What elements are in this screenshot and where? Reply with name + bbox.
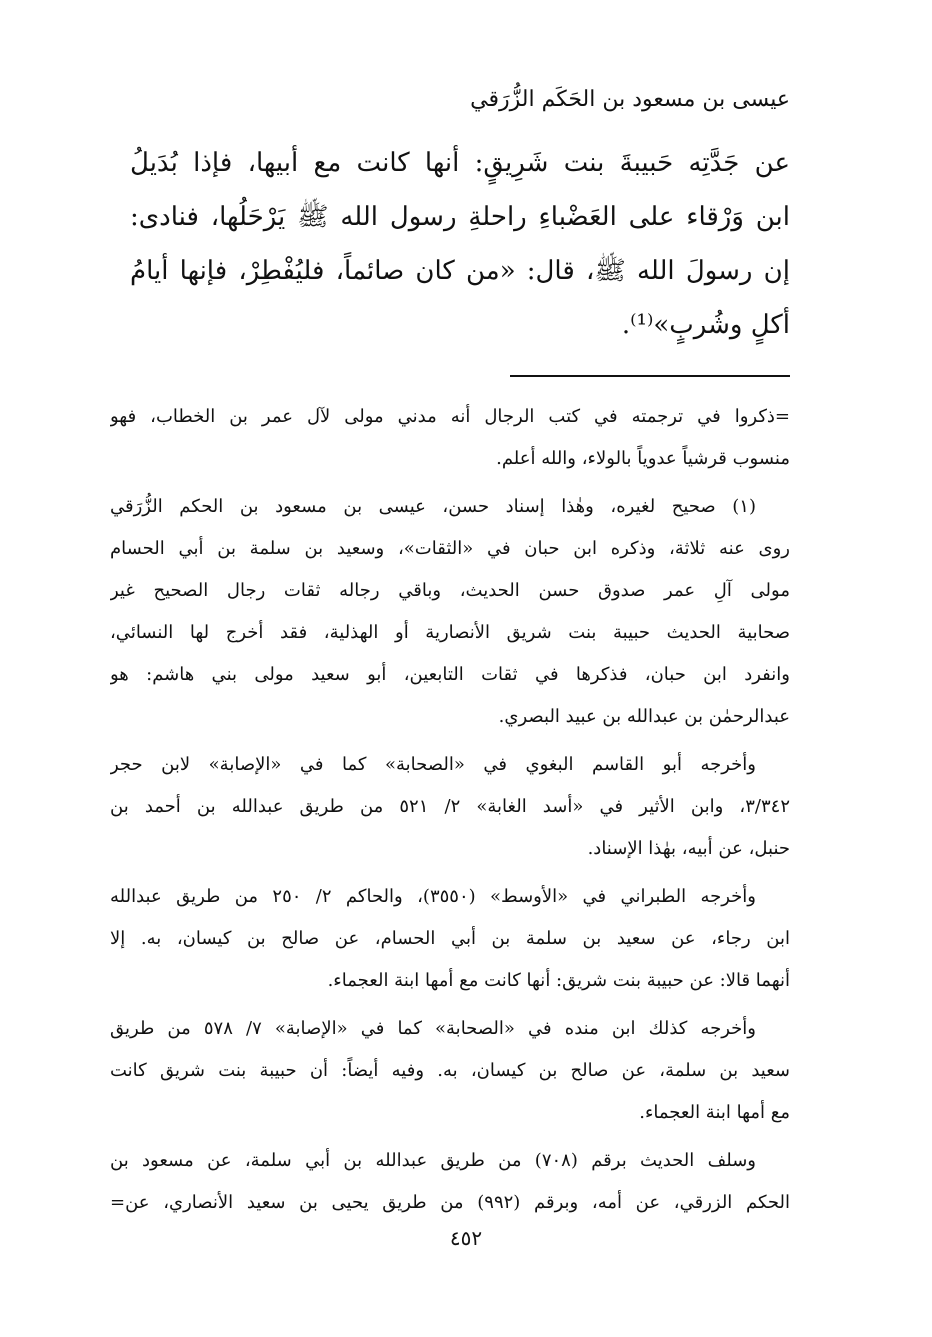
footnote-line: صحابية الحديث حبيبة بنت شريق الأنصارية أو الهذلية، فقد أخرج لها النسائي، (110, 622, 790, 643)
hadith-line: أكلٍ وشُربٍ»⁽¹⁾. (621, 310, 790, 340)
footnote-line: ابن رجاء، عن سعيد بن سلمة بن أبي الحسام، عن صالح بن كيسان، به. إلا (110, 928, 790, 949)
footnote-divider (510, 375, 790, 377)
footnote-line: (١) صحيح لغيره، وهٰذا إسناد حسن، عيسى بن مسعود بن الحكم الزُّرَقي (110, 496, 756, 517)
footnote-line: روى عنه ثلاثة، وذكره ابن حبان في «الثقات»، وسعيد بن سلمة بن أبي الحسام (110, 538, 790, 559)
footnote-line: وسلف الحديث برقم (٧٠٨) من طريق عبدالله بن أبي سلمة، عن مسعود بن (110, 1150, 756, 1171)
footnote-line: مولى آلِ عمر صدوق حسن الحديث، وباقي رجاله ثقات رجال الصحيح غير (110, 580, 790, 601)
footnote-line: عبدالرحمٰن بن عبدالله بن عبيد البصري. (498, 706, 790, 727)
footnote-line: أنهما قالا: عن حبيبة بنت شريق: أنها كانت مع أمها ابنة العجماء. (327, 970, 790, 991)
hadith-text (130, 136, 790, 352)
hadith-line: عن جَدَّتِه حَبيبةَ بنت شَرِيقٍ: أنها كانت مع أبيها، فإذا بُدَيلُ (130, 148, 790, 178)
footnote-line: حنبل، عن أبيه، بهٰذا الإسناد. (587, 838, 790, 859)
footnote-line: وأخرجه أبو القاسم البغوي في «الصحابة» كما في «الإصابة» لابن حجر (110, 754, 756, 775)
running-header: عيسى بن مسعود بن الحَكَم الزُّرَقي (470, 87, 790, 112)
footnote-line: =ذكروا في ترجمته في كتب الرجال أنه مدني مولى لآل عمر بن الخطاب، فهو (110, 406, 790, 427)
footnote-line: سعيد بن سلمة، عن صالح بن كيسان، به. وفيه أيضاً: أن حبيبة بنت شريق كانت (110, 1060, 790, 1081)
footnote-line: وأخرجه كذلك ابن منده في «الصحابة» كما في «الإصابة» ٧/ ٥٧٨ من طريق (110, 1018, 756, 1039)
footnote-line: مع أمها ابنة العجماء. (639, 1102, 790, 1123)
page-number: ٤٥٢ (449, 1226, 483, 1250)
footnote-line: وأخرجه الطبراني في «الأوسط» (٣٥٥٠)، والحاكم ٢/ ٢٥٠ من طريق عبدالله (110, 886, 756, 907)
hadith-line: إن رسولَ الله ﷺ، قال: «من كان صائماً، فليُفْطِرْ، فإنها أيامُ (130, 256, 790, 286)
footnote-line: ٣/٣٤٢، وابن الأثير في «أسد الغابة» ٢/ ٥٢١ من طريق عبدالله بن أحمد بن (110, 796, 790, 817)
footnote-line: وانفرد ابن حبان، فذكرها في ثقات التابعين، أبو سعيد مولى بني هاشم: هو (110, 664, 790, 685)
footnote-line: منسوب قرشياً عدوياً بالولاء، والله أعلم. (496, 448, 790, 469)
footnote-line: الحكم الزرقي، عن أمه، وبرقم (٩٩٢) من طريق يحيى بن سعيد الأنصاري، عن= (110, 1192, 790, 1213)
footnotes (110, 396, 790, 1224)
hadith-line: ابن وَرْقاء على العَضْباءِ راحلةِ رسول الله ﷺ يَرْحَلُها، فنادى: (130, 202, 790, 232)
